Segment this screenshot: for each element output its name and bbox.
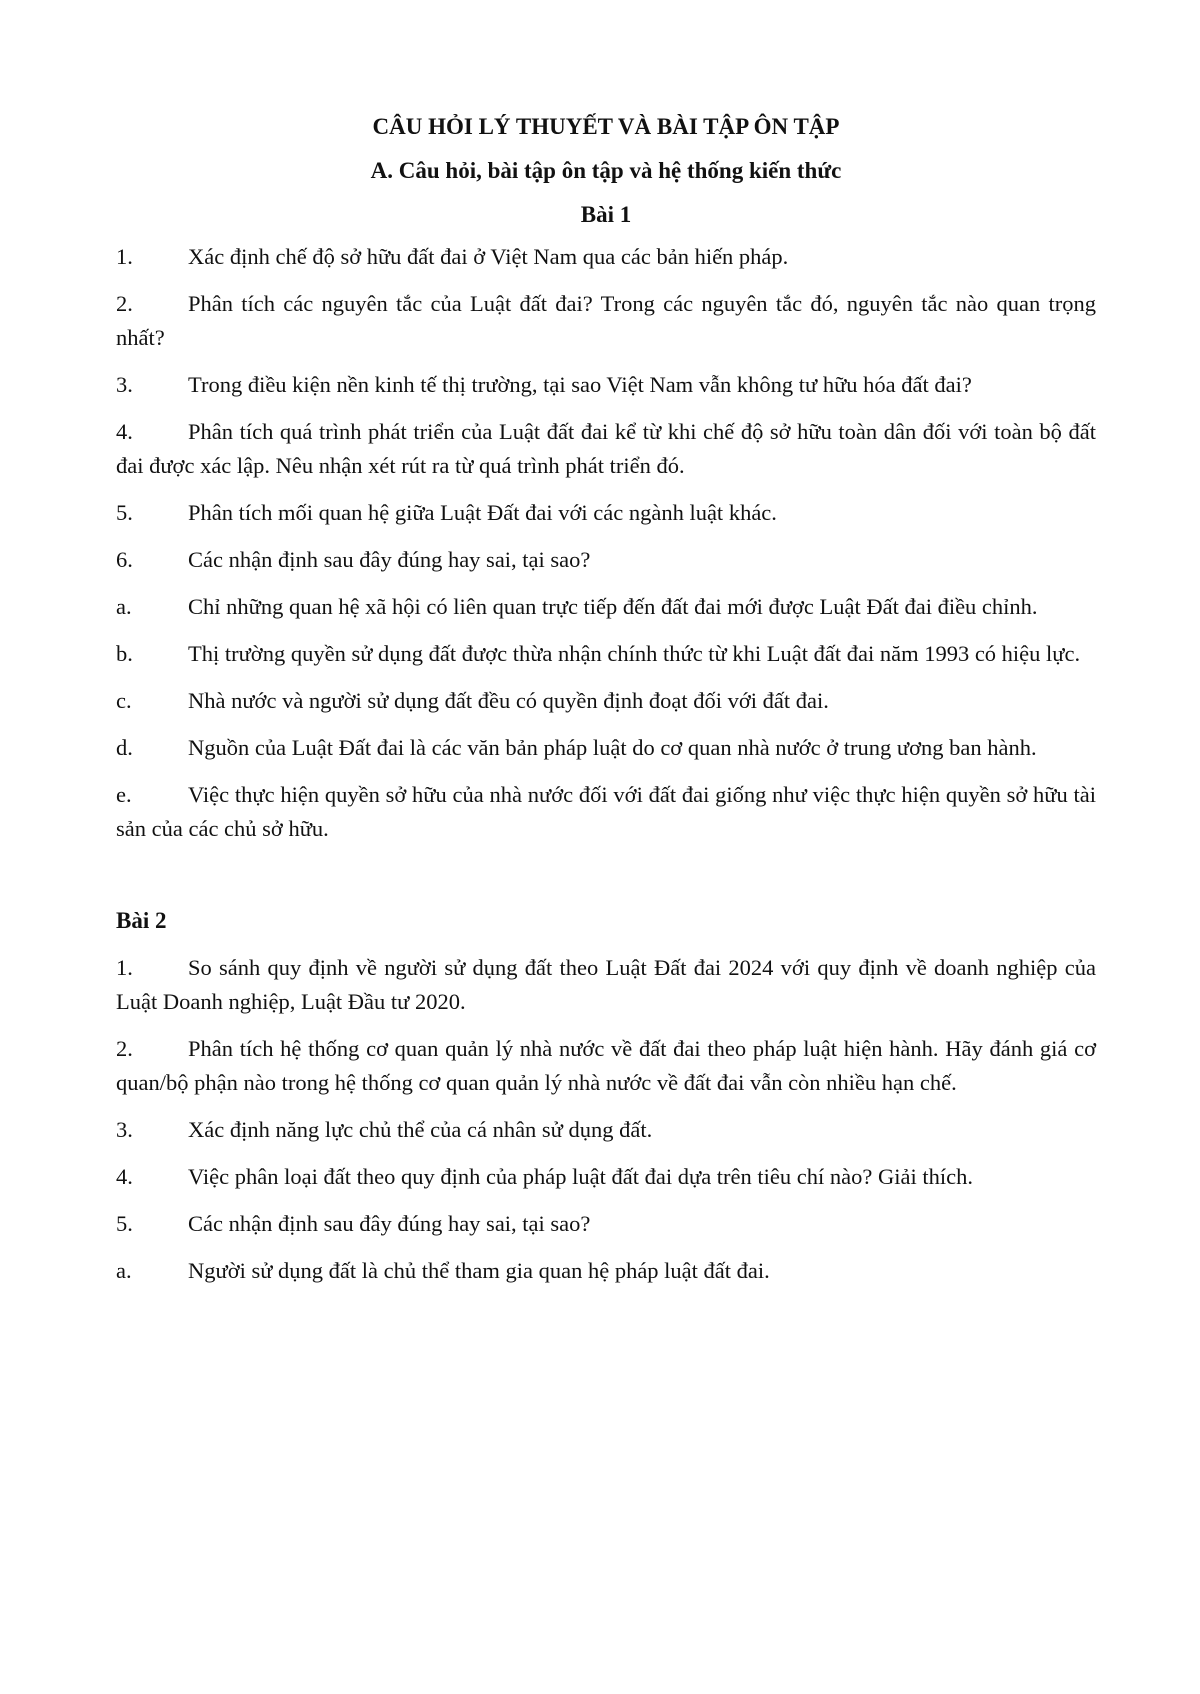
item-marker: a.: [116, 594, 132, 619]
lesson-heading: Bài 2: [116, 908, 167, 933]
list-item: [116, 1032, 1096, 1100]
lesson-1: [116, 200, 1096, 846]
item-text: Phân tích mối quan hệ giữa Luật Đất đai với các ngành luật khác.: [188, 500, 777, 525]
item-marker: a.: [116, 1258, 132, 1283]
item-text: Các nhận định sau đây đúng hay sai, tại sao?: [188, 547, 591, 572]
item-marker: 2.: [116, 291, 133, 316]
item-text: Phân tích các nguyên tắc của Luật đất đai? Trong các nguyên tắc đó, nguyên tắc nào quan trọng nhất?: [116, 291, 1096, 350]
list-item: [116, 543, 1096, 577]
item-text: Xác định chế độ sở hữu đất đai ở Việt Nam qua các bản hiến pháp.: [188, 244, 789, 269]
item-text: So sánh quy định về người sử dụng đất theo Luật Đất đai 2024 với quy định về doanh nghiệp của Luật Doanh nghiệp, Luật Đầu tư 2020.: [116, 955, 1096, 1014]
item-text: Xác định năng lực chủ thể của cá nhân sử dụng đất.: [188, 1117, 653, 1142]
list-item: [116, 368, 1096, 402]
item-marker: e.: [116, 782, 132, 807]
list-item: [116, 1207, 1096, 1241]
item-marker: 1.: [116, 955, 133, 980]
item-text: Việc thực hiện quyền sở hữu của nhà nước đối với đất đai giống như việc thực hiện quyền sở hữu tài sản của các chủ sở hữu.: [116, 782, 1096, 841]
item-marker: c.: [116, 688, 132, 713]
item-text: Thị trường quyền sử dụng đất được thừa nhận chính thức từ khi Luật đất đai năm 1993 có hiệu lực.: [188, 641, 1081, 666]
list-item: [116, 684, 1096, 718]
item-text: Người sử dụng đất là chủ thể tham gia quan hệ pháp luật đất đai.: [188, 1258, 770, 1283]
item-marker: 5.: [116, 500, 133, 525]
item-marker: 3.: [116, 1117, 133, 1142]
list-item: [116, 496, 1096, 530]
item-marker: 3.: [116, 372, 133, 397]
item-text: Phân tích quá trình phát triển của Luật đất đai kể từ khi chế độ sở hữu toàn dân đối với toàn bộ đất đai được xác lập. Nêu nhận xét rút ra từ quá trình phát triển đó.: [116, 419, 1096, 478]
item-marker: 4.: [116, 1164, 133, 1189]
section-heading: A. Câu hỏi, bài tập ôn tập và hệ thống kiến thức: [370, 158, 842, 183]
item-text: Phân tích hệ thống cơ quan quản lý nhà nước về đất đai theo pháp luật hiện hành. Hãy đánh giá cơ quan/bộ phận nào trong hệ thống cơ quan quản lý nhà nước về đất đai vẫn còn nhiều hạn chế.: [116, 1036, 1096, 1095]
item-marker: 5.: [116, 1211, 133, 1236]
item-marker: 4.: [116, 419, 133, 444]
list-item: [116, 287, 1096, 355]
item-text: Nhà nước và người sử dụng đất đều có quyền định đoạt đối với đất đai.: [188, 688, 829, 713]
item-marker: 6.: [116, 547, 133, 572]
item-marker: 2.: [116, 1036, 133, 1061]
list-item: [116, 240, 1096, 274]
list-item: [116, 951, 1096, 1019]
item-text: Trong điều kiện nền kinh tế thị trường, tại sao Việt Nam vẫn không tư hữu hóa đất đai?: [188, 372, 972, 397]
list-item: [116, 415, 1096, 483]
lesson-heading: Bài 1: [580, 202, 632, 227]
list-item: [116, 1113, 1096, 1147]
item-marker: d.: [116, 735, 133, 760]
item-marker: 1.: [116, 244, 133, 269]
document-title: CÂU HỎI LÝ THUYẾT VÀ BÀI TẬP ÔN TẬP: [372, 114, 840, 139]
list-item: [116, 590, 1096, 624]
item-text: Chỉ những quan hệ xã hội có liên quan trực tiếp đến đất đai mới được Luật Đất đai điều chỉnh.: [188, 594, 1038, 619]
document-page: [116, 112, 1096, 1301]
list-item: [116, 1160, 1096, 1194]
item-text: Việc phân loại đất theo quy định của pháp luật đất đai dựa trên tiêu chí nào? Giải thích.: [188, 1164, 973, 1189]
item-text: Các nhận định sau đây đúng hay sai, tại sao?: [188, 1211, 591, 1236]
list-item: [116, 778, 1096, 846]
lesson-2: [116, 904, 1096, 1288]
list-item: [116, 637, 1096, 671]
item-marker: b.: [116, 641, 133, 666]
item-text: Nguồn của Luật Đất đai là các văn bản pháp luật do cơ quan nhà nước ở trung ương ban hành.: [188, 735, 1037, 760]
list-item: [116, 1254, 1096, 1288]
list-item: [116, 731, 1096, 765]
